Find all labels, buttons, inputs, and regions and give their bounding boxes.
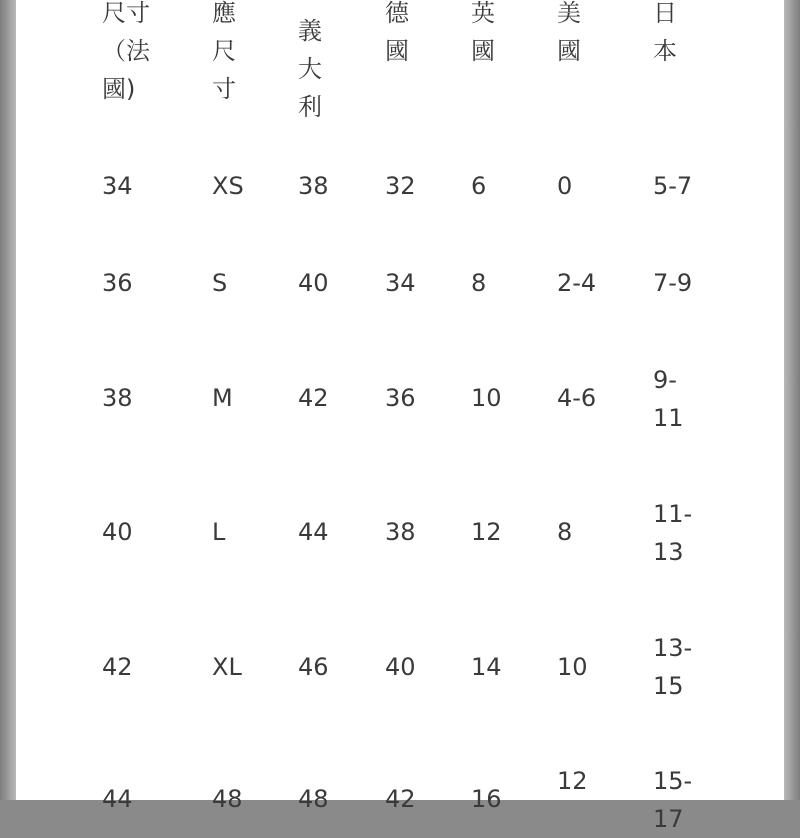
cell-japan: 5-7	[653, 172, 693, 200]
header-size: 應 尺 寸	[212, 0, 236, 103]
cell-japan: 13- 15	[653, 634, 693, 700]
cell-germany: 40	[385, 653, 416, 681]
cell-france-size: 34	[102, 172, 133, 200]
header-italy: 義 大 利	[298, 17, 322, 121]
cell-us: 8	[557, 518, 573, 546]
cell-uk: 10	[471, 384, 502, 412]
right-edge-shadow	[784, 0, 800, 800]
cell-germany: 38	[385, 518, 416, 546]
cell-italy: 38	[298, 172, 329, 200]
cell-germany: 34	[385, 269, 416, 297]
cell-france-size: 44	[102, 785, 133, 813]
cell-japan: 9- 11	[653, 366, 684, 432]
cell-size: M	[212, 384, 233, 412]
cell-uk: 14	[471, 653, 502, 681]
cell-italy: 46	[298, 653, 329, 681]
cell-us: 0	[557, 172, 573, 200]
header-us: 美 國	[557, 0, 581, 65]
cell-germany: 36	[385, 384, 416, 412]
cell-uk: 8	[471, 269, 487, 297]
cell-italy: 44	[298, 518, 329, 546]
cell-germany: 42	[385, 785, 416, 813]
cell-size: S	[212, 269, 228, 297]
cell-uk: 12	[471, 518, 502, 546]
cell-size: 48	[212, 785, 243, 813]
cell-france-size: 36	[102, 269, 133, 297]
cell-japan: 11- 13	[653, 500, 693, 566]
cell-france-size: 38	[102, 384, 133, 412]
left-edge-shadow	[0, 0, 16, 800]
header-germany: 德 國	[385, 0, 409, 65]
header-france-size: 尺寸 （法 國)	[102, 0, 150, 103]
cell-japan: 15- 17	[653, 767, 693, 833]
cell-france-size: 42	[102, 653, 133, 681]
cell-size: XS	[212, 172, 244, 200]
cell-uk: 16	[471, 785, 502, 813]
cell-italy: 42	[298, 384, 329, 412]
cell-size: L	[212, 518, 226, 546]
cell-france-size: 40	[102, 518, 133, 546]
size-chart-page	[16, 0, 784, 833]
header-japan: 日 本	[653, 0, 677, 65]
cell-us: 4-6	[557, 384, 597, 412]
cell-germany: 32	[385, 172, 416, 200]
cell-us: 10	[557, 653, 588, 681]
cell-us: 2-4	[557, 269, 597, 297]
cell-uk: 6	[471, 172, 487, 200]
header-uk: 英 國	[471, 0, 495, 65]
cell-japan: 7-9	[653, 269, 693, 297]
cell-italy: 48	[298, 785, 329, 813]
cell-italy: 40	[298, 269, 329, 297]
cell-size: XL	[212, 653, 242, 681]
cell-us: 12	[557, 767, 588, 795]
